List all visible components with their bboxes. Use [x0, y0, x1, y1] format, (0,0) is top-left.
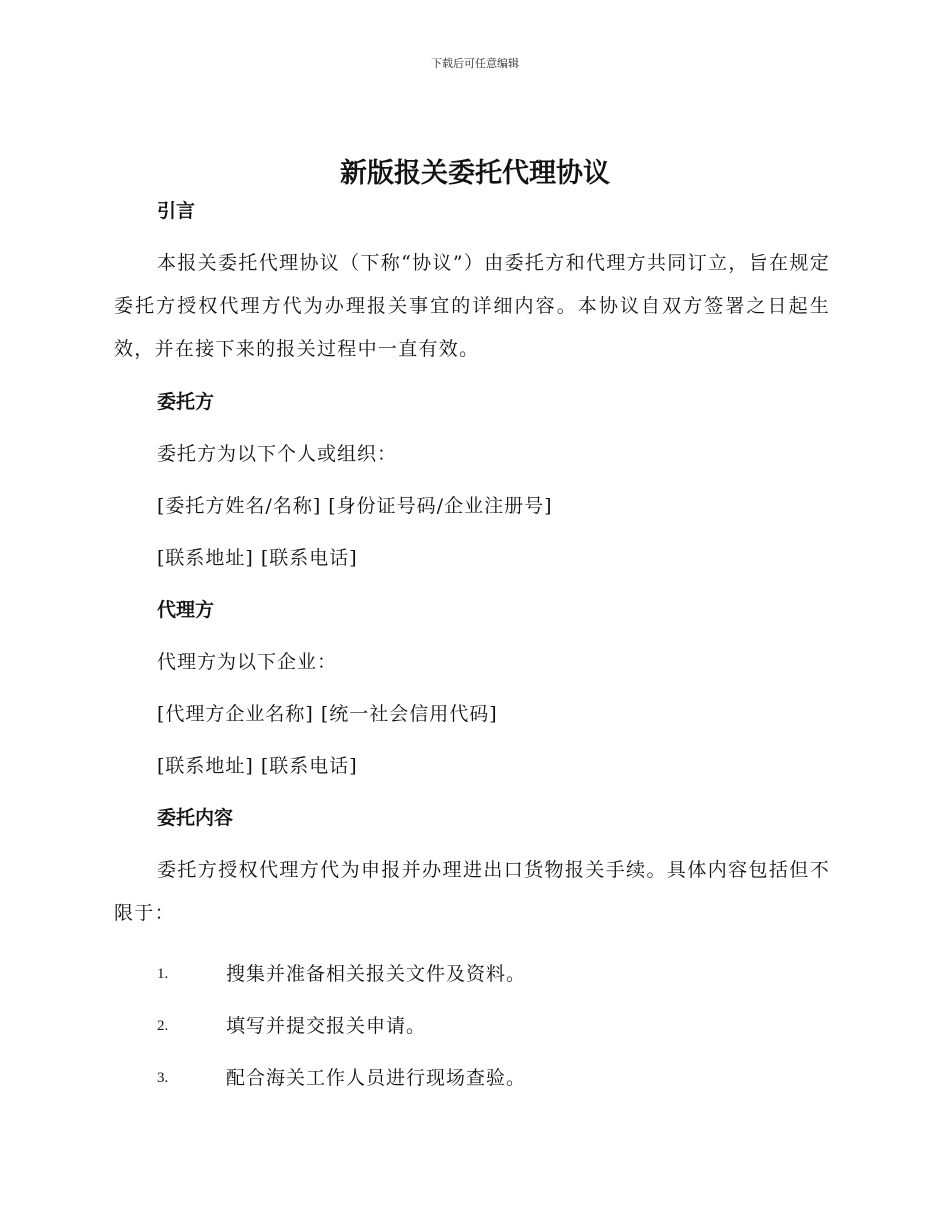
principal-line-1: [委托方姓名/名称] [身份证号码/企业注册号]: [157, 495, 553, 517]
list-text: 填写并提交报关申请。: [226, 1015, 427, 1037]
list-item: [157, 1065, 830, 1091]
document-body: [114, 198, 830, 1091]
list-number: 1.: [157, 966, 169, 982]
header-note: 下载后可任意编辑: [431, 57, 519, 70]
list-text: 配合海关工作人员进行现场查验。: [226, 1067, 527, 1089]
agent-intro: 代理方为以下企业：: [157, 651, 338, 673]
heading-principal: 委托方: [157, 391, 215, 413]
principal-intro: 委托方为以下个人或组织：: [157, 443, 398, 465]
list-number: 3.: [157, 1070, 169, 1086]
principal-line-2: [联系地址] [联系电话]: [157, 547, 358, 569]
intro-paragraph: 本报关委托代理协议（下称“协议”）由委托方和代理方共同订立，旨在规定委托方授权代理方代为办理报关事宜的详细内容。本协议自双方签署之日起生效，并在接下来的报关过程中一直有效。: [114, 252, 830, 360]
list-number: 2.: [157, 1018, 169, 1034]
list-item: [157, 1013, 830, 1039]
content-paragraph: 委托方授权代理方代为申报并办理进出口货物报关手续。具体内容包括但不限于：: [114, 859, 830, 924]
heading-agent: 代理方: [157, 599, 215, 621]
list-item: [157, 961, 830, 987]
document-title: 新版报关委托代理协议: [340, 158, 610, 189]
list-text: 搜集并准备相关报关文件及资料。: [226, 963, 527, 985]
agent-line-1: [代理方企业名称] [统一社会信用代码]: [157, 703, 498, 725]
agent-line-2: [联系地址] [联系电话]: [157, 755, 358, 777]
heading-content: 委托内容: [157, 807, 234, 829]
heading-intro: 引言: [157, 200, 196, 222]
